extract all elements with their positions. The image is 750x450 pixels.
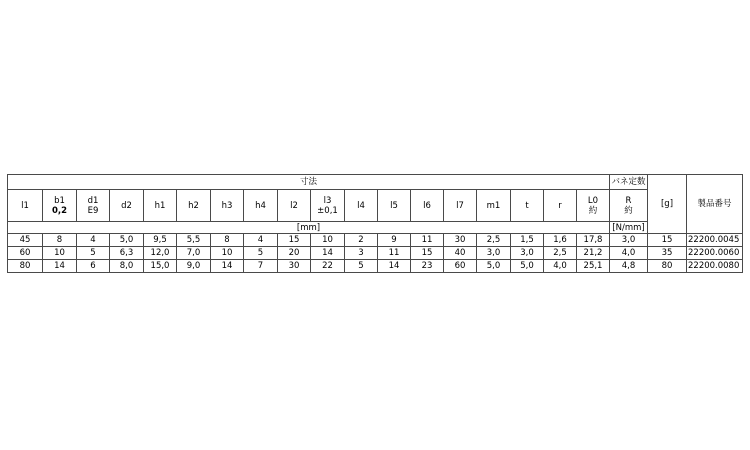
column-header	[144, 190, 177, 222]
table-cell: 8	[43, 234, 77, 247]
column-header-symbol: l3	[323, 195, 332, 206]
table-cell: 5,5	[177, 234, 211, 247]
column-header	[244, 190, 278, 222]
table-cell: 23	[411, 260, 444, 273]
table-cell: 5,0	[511, 260, 544, 273]
column-header	[110, 190, 144, 222]
column-header-symbol: m1	[486, 200, 501, 211]
unit-mm-label: [mm]	[8, 222, 610, 234]
column-header-tolerance: ±0,1	[317, 205, 338, 216]
table-cell: 7	[244, 260, 278, 273]
table-body	[8, 234, 743, 273]
table-cell: 15	[278, 234, 311, 247]
table-cell: 6,3	[110, 247, 144, 260]
part-number-header: 製品番号	[687, 175, 743, 234]
table-cell: 8,0	[110, 260, 144, 273]
table-cell: 2	[345, 234, 378, 247]
part-number-cell: 22200.0080	[687, 260, 743, 273]
table-cell: 5,0	[477, 260, 511, 273]
column-header-symbol: l1	[21, 200, 29, 211]
column-header-symbol: R	[625, 195, 632, 206]
column-header	[610, 190, 648, 222]
column-header	[411, 190, 444, 222]
column-header	[8, 190, 43, 222]
table-cell: 5,0	[110, 234, 144, 247]
table-cell: 2,5	[544, 247, 577, 260]
column-header-symbol: l2	[290, 200, 298, 211]
column-header	[477, 190, 511, 222]
table-row	[8, 260, 743, 273]
table-cell: 60	[444, 260, 477, 273]
table-cell: 5	[77, 247, 110, 260]
table-cell: 30	[278, 260, 311, 273]
column-header-symbol: r	[558, 200, 562, 211]
table-cell: 30	[444, 234, 477, 247]
spring-rate-group-header: バネ定数	[610, 175, 648, 190]
table-cell: 80	[648, 260, 687, 273]
column-header	[444, 190, 477, 222]
column-header-symbol: l5	[390, 200, 398, 211]
dimensions-group-header: 寸法	[8, 175, 610, 190]
table-cell: 60	[8, 247, 43, 260]
column-header	[345, 190, 378, 222]
column-header-symbol: h3	[221, 200, 233, 211]
column-header-symbol: l6	[423, 200, 431, 211]
column-header-symbol: d2	[121, 200, 132, 211]
table-cell: 14	[311, 247, 345, 260]
table-cell: 7,0	[177, 247, 211, 260]
table-cell: 1,6	[544, 234, 577, 247]
table-cell: 11	[411, 234, 444, 247]
table-cell: 15	[648, 234, 687, 247]
table-cell: 15,0	[144, 260, 177, 273]
table-cell: 10	[43, 247, 77, 260]
part-number-cell: 22200.0045	[687, 234, 743, 247]
column-header	[378, 190, 411, 222]
table-cell: 4,8	[610, 260, 648, 273]
table-cell: 4	[244, 234, 278, 247]
column-header-symbol: l7	[456, 200, 464, 211]
table-cell: 17,8	[577, 234, 610, 247]
unit-spring-label: [N/mm]	[610, 222, 648, 234]
spec-table	[7, 174, 743, 273]
column-header-symbol: l4	[357, 200, 365, 211]
column-header-tolerance: 約	[624, 205, 633, 216]
table-cell: 1,5	[511, 234, 544, 247]
column-header-symbol: L0	[587, 195, 599, 206]
table-cell: 10	[211, 247, 244, 260]
table-cell: 21,2	[577, 247, 610, 260]
table-cell: 10	[311, 234, 345, 247]
table-cell: 14	[378, 260, 411, 273]
column-header-symbol: b1	[54, 195, 65, 206]
column-header-symbol: d1	[87, 195, 99, 206]
column-header-symbol: t	[525, 200, 529, 211]
column-header-symbol: h2	[188, 200, 199, 211]
table-cell: 40	[444, 247, 477, 260]
table-cell: 11	[378, 247, 411, 260]
table-cell: 2,5	[477, 234, 511, 247]
table-cell: 3,0	[511, 247, 544, 260]
table-cell: 25,1	[577, 260, 610, 273]
table-cell: 4	[77, 234, 110, 247]
table-cell: 15	[411, 247, 444, 260]
table-cell: 45	[8, 234, 43, 247]
column-header-tolerance: E9	[87, 205, 99, 216]
table-row	[8, 247, 743, 260]
column-header	[77, 190, 110, 222]
column-header	[544, 190, 577, 222]
table-row	[8, 234, 743, 247]
table-cell: 14	[211, 260, 244, 273]
table-cell: 3,0	[610, 234, 648, 247]
table-cell: 6	[77, 260, 110, 273]
weight-header: [g]	[648, 175, 687, 234]
table-cell: 8	[211, 234, 244, 247]
table-cell: 5	[244, 247, 278, 260]
table-cell: 4,0	[610, 247, 648, 260]
column-header	[43, 190, 77, 222]
column-header	[577, 190, 610, 222]
column-header-tolerance: 0,2	[51, 205, 68, 216]
column-header-tolerance: 約	[588, 205, 598, 216]
table-cell: 4,0	[544, 260, 577, 273]
part-number-cell: 22200.0060	[687, 247, 743, 260]
column-header-row	[8, 190, 743, 222]
table-cell: 20	[278, 247, 311, 260]
table-cell: 3,0	[477, 247, 511, 260]
column-header	[511, 190, 544, 222]
table-cell: 5	[345, 260, 378, 273]
column-header-symbol: h4	[255, 200, 266, 211]
table-cell: 80	[8, 260, 43, 273]
column-header	[177, 190, 211, 222]
column-header	[278, 190, 311, 222]
table-cell: 3	[345, 247, 378, 260]
column-header-symbol: h1	[154, 200, 166, 211]
column-header	[311, 190, 345, 222]
table-cell: 9,5	[144, 234, 177, 247]
table-cell: 22	[311, 260, 345, 273]
table-cell: 35	[648, 247, 687, 260]
table-cell: 14	[43, 260, 77, 273]
table-cell: 9	[378, 234, 411, 247]
table-cell: 12,0	[144, 247, 177, 260]
table-cell: 9,0	[177, 260, 211, 273]
column-header	[211, 190, 244, 222]
